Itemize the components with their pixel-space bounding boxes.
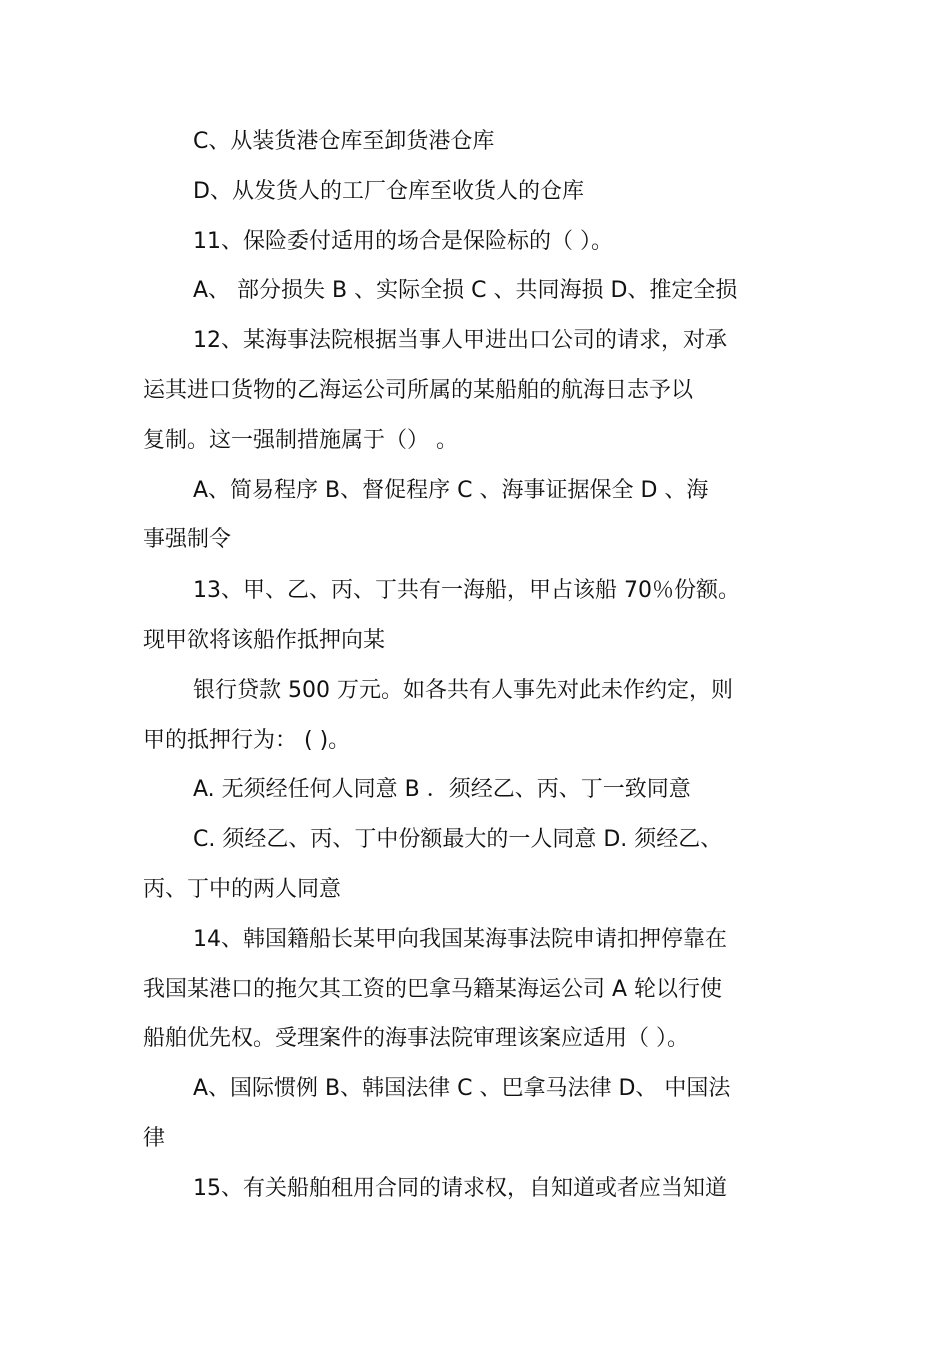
question-13-options-cd: C. 须经乙、丙、丁中份额最大的一人同意 D. 须经乙、 — [193, 827, 723, 852]
question-15: 15、有关船舶租用合同的请求权，自知道或者应当知道 — [193, 1176, 727, 1201]
question-14-cont-1: 我国某港口的拖欠其工资的巴拿马籍某海运公司 A 轮以行使 — [143, 977, 723, 1002]
question-14-cont-2: 船舶优先权。受理案件的海事法院审理该案应适用（ ）。 — [143, 1026, 689, 1051]
question-11-options: A、 部分损失 B 、实际全损 C 、共同海损 D、推定全损 — [193, 278, 738, 303]
question-14-options-cont: 律 — [143, 1126, 166, 1151]
question-11: 11、保险委付适用的场合是保险标的（ ）。 — [193, 229, 613, 254]
question-12-cont-1: 运其进口货物的乙海运公司所属的某船舶的航海日志予以 — [143, 378, 694, 403]
question-13: 13、甲、乙、丙、丁共有一海船，甲占该船 70％份额。 — [193, 578, 740, 603]
option-c-line: C、从装货港仓库至卸货港仓库 — [193, 129, 495, 154]
question-13-options-cont: 丙、丁中的两人同意 — [143, 877, 342, 902]
question-13-options-ab: A. 无须经任何人同意 B ．须经乙、丙、丁一致同意 — [193, 777, 691, 802]
question-12-cont-2: 复制。这一强制措施属于（） 。 — [143, 428, 458, 453]
question-12-options: A、简易程序 B、督促程序 C 、海事证据保全 D 、海 — [193, 478, 709, 503]
question-14: 14、韩国籍船长某甲向我国某海事法院申请扣押停靠在 — [193, 927, 727, 952]
option-d-line: D、从发货人的工厂仓库至收货人的仓库 — [193, 179, 584, 204]
question-12: 12、某海事法院根据当事人甲进出口公司的请求，对承 — [193, 328, 727, 353]
question-13-cont-1: 现甲欲将该船作抵押向某 — [143, 628, 386, 653]
question-12-options-cont: 事强制令 — [143, 527, 232, 552]
question-14-options: A、国际惯例 B、韩国法律 C 、巴拿马法律 D、 中国法 — [193, 1076, 731, 1101]
question-13-cont-2: 银行贷款 500 万元。如各共有人事先对此未作约定，则 — [193, 678, 733, 703]
question-13-cont-3: 甲的抵押行为： ( )。 — [143, 728, 351, 753]
